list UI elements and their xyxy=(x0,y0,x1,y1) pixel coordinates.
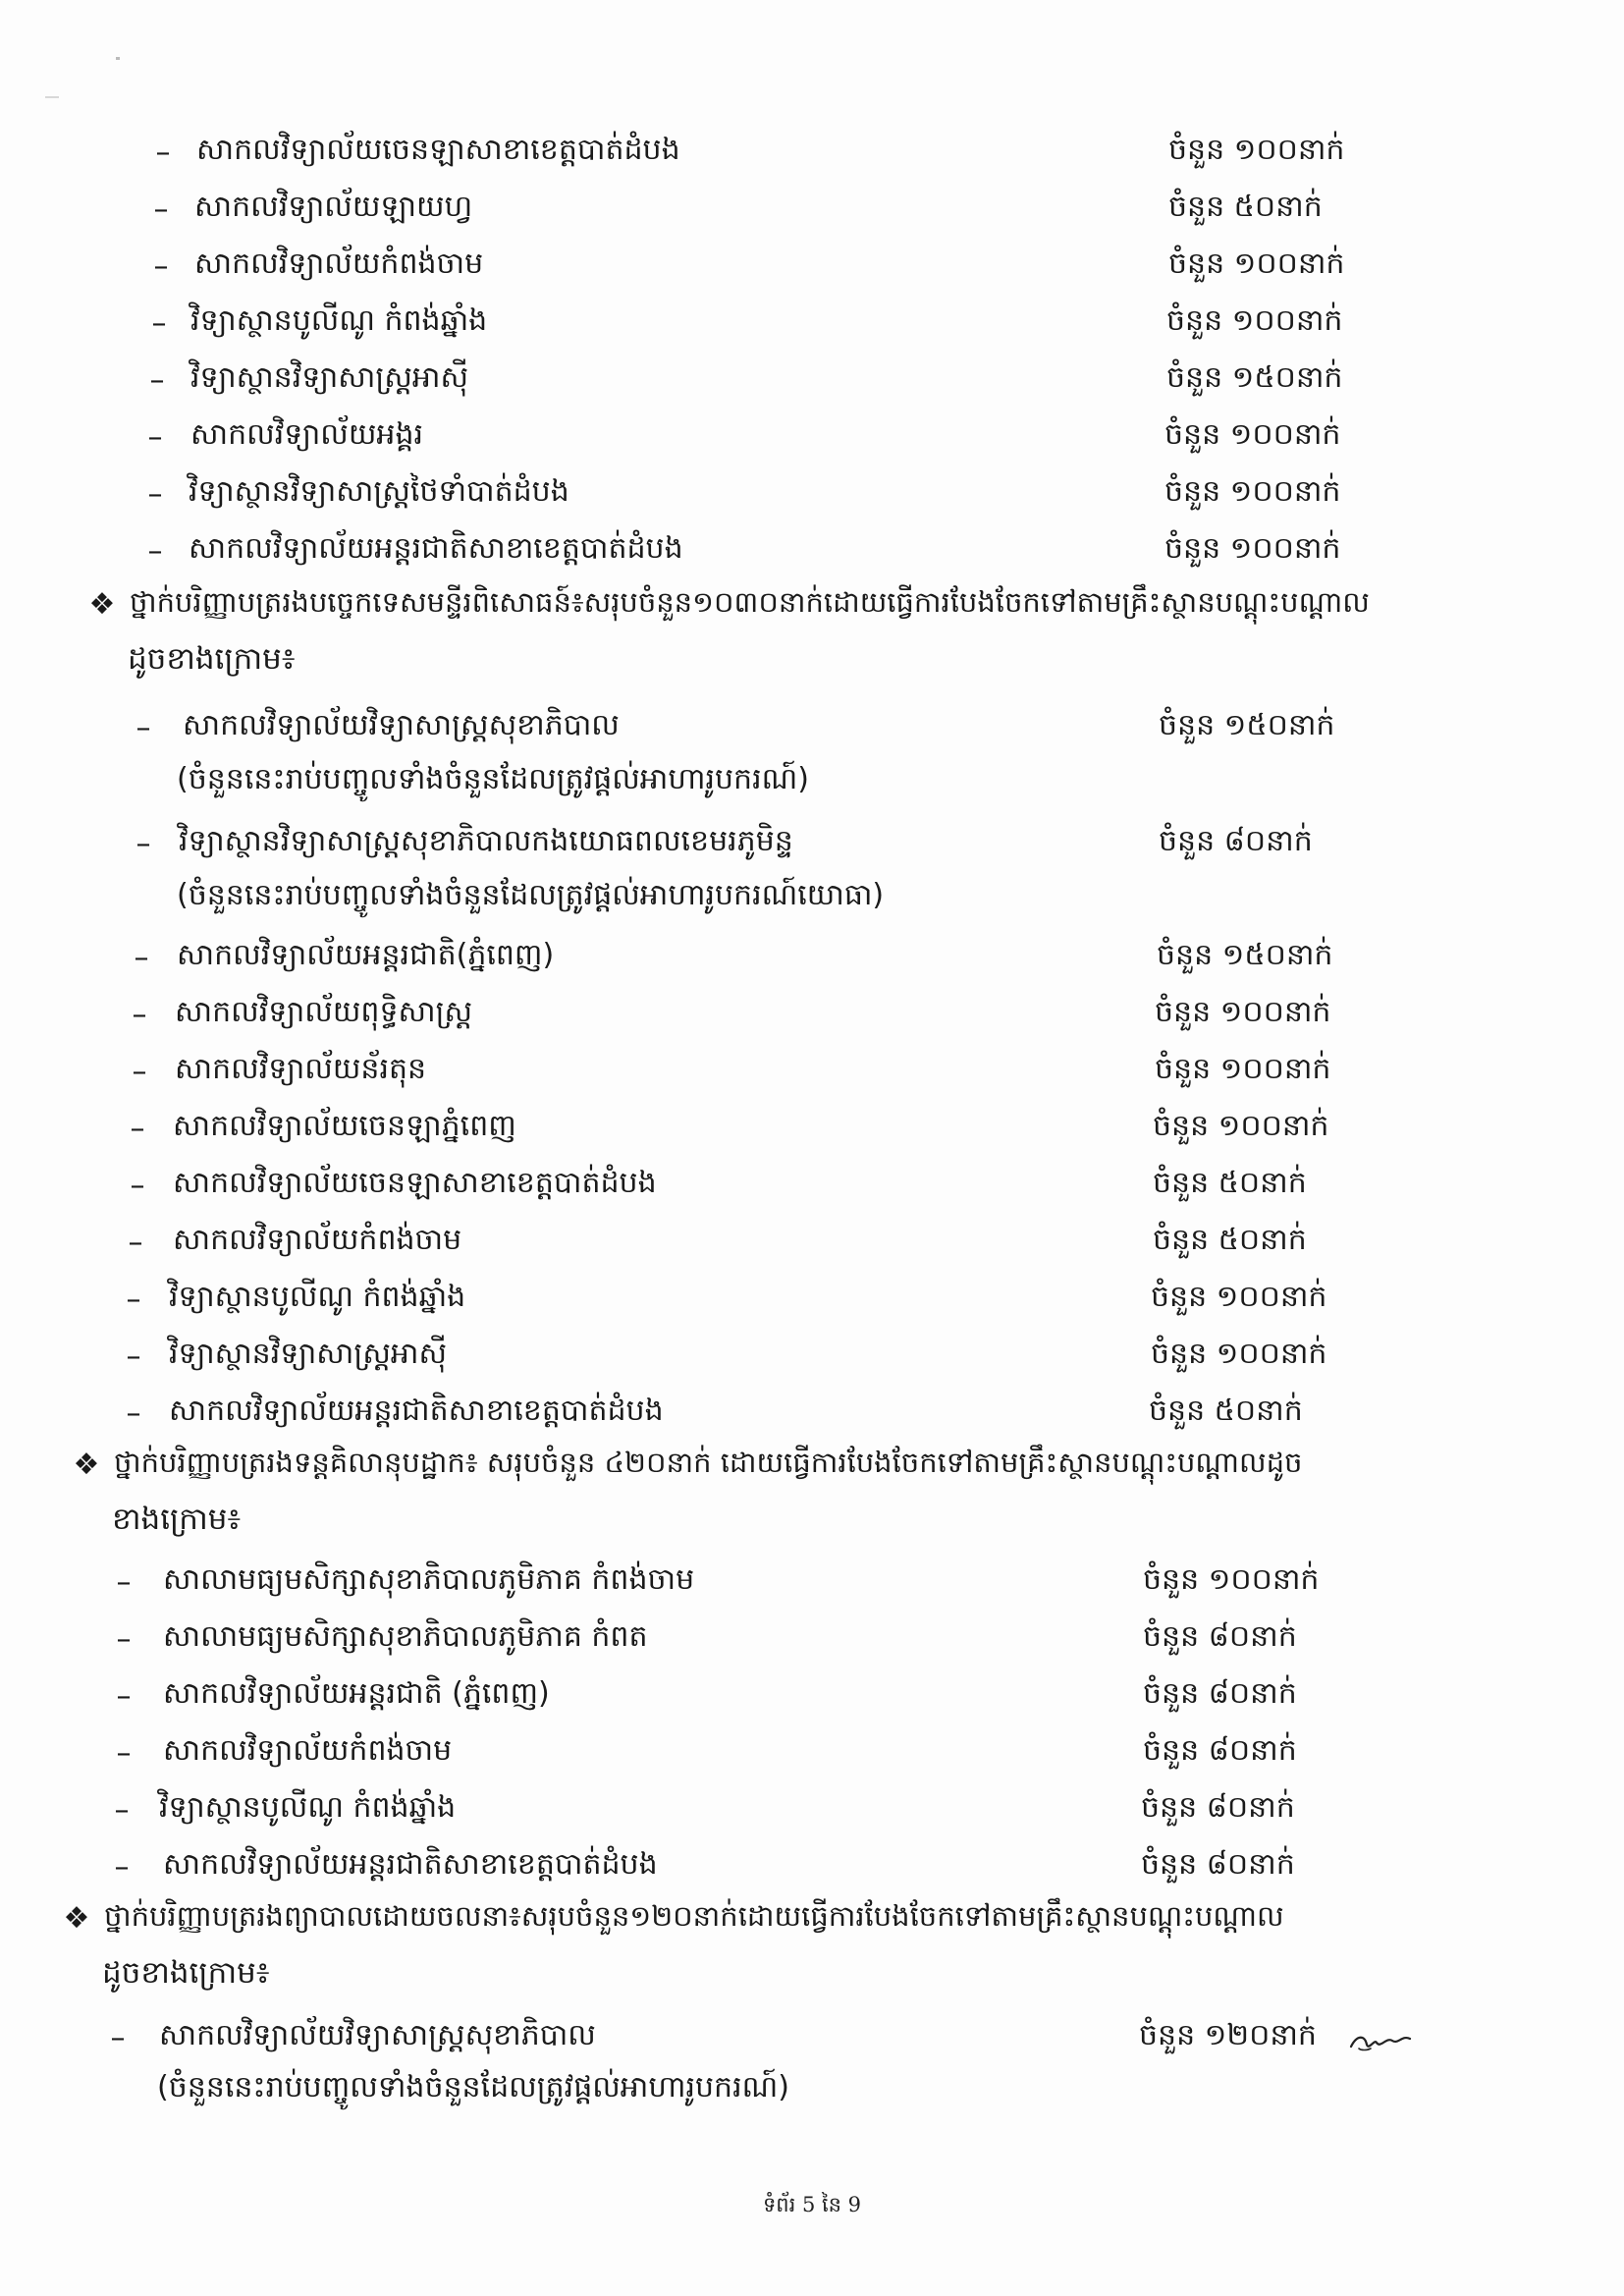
list-item xyxy=(0,929,1624,986)
dash-marker: – xyxy=(132,997,147,1032)
list-item xyxy=(0,409,1624,465)
list-item xyxy=(0,181,1624,238)
dash-marker: – xyxy=(126,1395,141,1431)
institution-name: សាកលវិទ្យាល័យអន្តរជាតិសាខាខេត្តបាត់ដំបង xyxy=(163,1847,658,1882)
list-item xyxy=(0,522,1624,579)
dash-marker: – xyxy=(110,2020,126,2055)
institution-name: សាកលវិទ្យាល័យអន្តរជាតិសាខាខេត្តបាត់ដំបង xyxy=(189,531,683,566)
institution-name: សាលាមធ្យមសិក្សាសុខាភិបាលភូមិភាគ កំពង់ចាម xyxy=(163,1562,695,1597)
dash-marker: – xyxy=(134,940,149,975)
student-count: ចំនួន ១០០នាក់ xyxy=(1151,1337,1327,1371)
list-item xyxy=(0,1328,1624,1385)
dash-marker: – xyxy=(135,826,151,861)
diamond-bullet-icon: ❖ xyxy=(63,1901,90,1936)
dash-marker: – xyxy=(126,1339,141,1374)
section-heading: ថ្នាក់បរិញ្ញាបត្ររងព្យាបាលដោយចលនា៖សរុបចំនួន១២០នាក់ដោយធ្វើការបែងចែកទៅតាមគ្រឹះស្ថានបណ្តុះបណ្តាល xyxy=(104,1899,1284,1933)
dash-marker: – xyxy=(135,710,151,745)
dash-marker: – xyxy=(116,1564,132,1600)
list-item xyxy=(0,465,1624,522)
institution-name: សាកលវិទ្យាល័យអង្គរ xyxy=(190,417,424,452)
institution-name: វិទ្យាស្ថានបូលីណូ កំពង់ឆ្នាំង xyxy=(190,303,488,338)
institution-name: សាកលវិទ្យាល័យកំពង់ចាម xyxy=(173,1223,462,1257)
student-count: ចំនួន ១០០នាក់ xyxy=(1164,531,1341,566)
list-item xyxy=(0,1214,1624,1271)
student-count: ចំនួន ១០០នាក់ xyxy=(1168,246,1345,281)
list-item xyxy=(0,352,1624,409)
institution-name: សាកលវិទ្យាល័យចេនឡាភ្នំពេញ xyxy=(173,1109,516,1143)
list-item xyxy=(0,1157,1624,1214)
dash-marker: – xyxy=(151,305,167,341)
list-item xyxy=(0,238,1624,295)
student-count: ចំនួន ១២០នាក់ xyxy=(1139,2018,1317,2052)
list-item xyxy=(0,1385,1624,1442)
institution-name: វិទ្យាស្ថានបូលីណូ កំពង់ឆ្នាំង xyxy=(169,1280,466,1314)
institution-name: សាលាមធ្យមសិក្សាសុខាភិបាលភូមិភាគ កំពត xyxy=(163,1619,648,1654)
institution-name: សាកលវិទ្យាល័យចេនឡាសាខាខេត្តបាត់ដំបង xyxy=(196,133,680,167)
scan-speck xyxy=(45,96,59,98)
dash-marker: – xyxy=(128,1225,143,1260)
list-item xyxy=(0,1781,1624,1838)
dash-marker: – xyxy=(147,533,163,569)
list-item-note: (ចំនួននេះរាប់បញ្ចូលទាំងចំនួនដែលត្រូវផ្តល់អាហារូបករណ៍យោធា) xyxy=(177,878,885,912)
section-heading-continued: ខាងក្រោម៖ xyxy=(112,1502,242,1537)
dash-marker: – xyxy=(116,1678,132,1714)
student-count: ចំនួន ១០០នាក់ xyxy=(1155,1052,1331,1086)
list-item xyxy=(0,699,1624,756)
list-item xyxy=(0,1611,1624,1667)
institution-name: សាកលវិទ្យាល័យវិទ្យាសាស្ត្រសុខាភិបាល xyxy=(159,2018,596,2052)
institution-name: សាកលវិទ្យាល័យអន្តរជាតិសាខាខេត្តបាត់ដំបង xyxy=(169,1394,664,1428)
student-count: ចំនួន ១០០នាក់ xyxy=(1164,417,1341,452)
student-count: ចំនួន ១០០នាក់ xyxy=(1153,1109,1329,1143)
student-count: ចំនួន ១០០នាក់ xyxy=(1164,474,1341,509)
student-count: ចំនួន ១៥០នាក់ xyxy=(1157,938,1333,972)
page-number: ទំព័រ 5 នៃ 9 xyxy=(762,2193,862,2216)
dash-marker: – xyxy=(147,419,163,455)
dash-marker: – xyxy=(130,1168,145,1203)
student-count: ចំនួន ១០០នាក់ xyxy=(1168,133,1345,167)
list-item xyxy=(0,986,1624,1043)
handwritten-initials-mark xyxy=(1347,2025,1416,2054)
dash-marker: – xyxy=(116,1735,132,1771)
dash-marker: – xyxy=(155,135,171,170)
institution-name: សាកលវិទ្យាល័យពុទ្ធិសាស្ត្រ xyxy=(175,995,473,1029)
dash-marker: – xyxy=(126,1282,141,1317)
list-item-note: (ចំនួននេះរាប់បញ្ចូលទាំងចំនួនដែលត្រូវផ្តល់អាហារូបករណ៍) xyxy=(177,762,809,796)
institution-name: សាកលវិទ្យាល័យកំពង់ចាម xyxy=(163,1733,453,1768)
list-item xyxy=(0,1724,1624,1781)
section-heading: ថ្នាក់បរិញ្ញាបត្ររងបច្ចេកទេសមន្ទីរពិសោធន៍៖សរុបចំនួន១០៣០នាក់ដោយធ្វើការបែងចែកទៅតាមគ្រឹះស្ថានបណ្តុះបណ្តាល xyxy=(130,585,1370,619)
dash-marker: – xyxy=(130,1111,145,1146)
diamond-bullet-icon: ❖ xyxy=(88,587,116,622)
student-count: ចំនួន ១៥០នាក់ xyxy=(1159,708,1335,742)
diamond-bullet-icon: ❖ xyxy=(73,1448,100,1482)
student-count: ចំនួន ៨០នាក់ xyxy=(1143,1619,1297,1654)
list-item xyxy=(0,124,1624,181)
institution-name: វិទ្យាស្ថានវិទ្យាសាស្ត្រអាស៊ី xyxy=(169,1337,448,1371)
list-item xyxy=(0,1667,1624,1724)
section-heading-continued: ដូចខាងក្រោម៖ xyxy=(102,1955,270,1991)
student-count: ចំនួន ៥០នាក់ xyxy=(1149,1394,1303,1428)
student-count: ចំនួន ១០០នាក់ xyxy=(1155,995,1331,1029)
dash-marker: – xyxy=(147,476,163,512)
student-count: ចំនួន ៨០នាក់ xyxy=(1141,1847,1295,1882)
scan-speck xyxy=(116,57,120,60)
dash-marker: – xyxy=(114,1849,130,1885)
institution-name: សាកលវិទ្យាល័យអន្តរជាតិ(ភ្នំពេញ) xyxy=(177,938,555,972)
list-item xyxy=(0,295,1624,352)
institution-name: វិទ្យាស្ថានវិទ្យាសាស្ត្រសុខាភិបាលកងយោធពលខេមរភូមិន្ទ xyxy=(179,824,793,858)
student-count: ចំនួន ១០០នាក់ xyxy=(1151,1280,1327,1314)
list-item-note: (ចំនួននេះរាប់បញ្ចូលទាំងចំនួនដែលត្រូវផ្តល់អាហារូបករណ៍) xyxy=(157,2070,789,2105)
student-count: ចំនួន ៨០នាក់ xyxy=(1143,1676,1297,1711)
dash-marker: – xyxy=(132,1054,147,1089)
student-count: ចំនួន ១៥០នាក់ xyxy=(1166,360,1343,395)
section-heading: ថ្នាក់បរិញ្ញាបត្ររងទន្តគិលានុបដ្ឋាក៖ សរុបចំនួន ៤២០នាក់ ដោយធ្វើការបែងចែកទៅតាមគ្រឹះស្ថានបណ្តុះបណ្តាលដូច xyxy=(114,1446,1303,1479)
institution-name: សាកលវិទ្យាល័យឡាយហ្វ xyxy=(194,190,473,224)
institution-name: សាកលវិទ្យាល័យអន្តរជាតិ (ភ្នំពេញ) xyxy=(163,1676,550,1711)
student-count: ចំនួន ៨០នាក់ xyxy=(1141,1790,1295,1825)
dash-marker: – xyxy=(153,248,169,284)
student-count: ចំនួន ៥០នាក់ xyxy=(1168,190,1323,224)
list-item xyxy=(0,1271,1624,1328)
section-heading-continued: ដូចខាងក្រោម៖ xyxy=(128,641,296,677)
list-item xyxy=(0,815,1624,872)
institution-name: សាកលវិទ្យាល័យចេនឡាសាខាខេត្តបាត់ដំបង xyxy=(173,1166,657,1200)
list-item xyxy=(0,1043,1624,1100)
list-item xyxy=(0,1838,1624,1895)
list-item xyxy=(0,1100,1624,1157)
student-count: ចំនួន ៨០នាក់ xyxy=(1159,824,1313,858)
dash-marker: – xyxy=(116,1621,132,1657)
list-item xyxy=(0,1554,1624,1611)
institution-name: វិទ្យាស្ថានវិទ្យាសាស្ត្រអាស៊ី xyxy=(190,360,469,395)
dash-marker: – xyxy=(153,191,169,227)
institution-name: សាកលវិទ្យាល័យន័រតុន xyxy=(175,1052,427,1086)
institution-name: សាកលវិទ្យាល័យកំពង់ចាម xyxy=(194,246,484,281)
institution-name: វិទ្យាស្ថានបូលីណូ កំពង់ឆ្នាំង xyxy=(159,1790,457,1825)
student-count: ចំនួន ៥០នាក់ xyxy=(1153,1166,1307,1200)
institution-name: សាកលវិទ្យាល័យវិទ្យាសាស្ត្រសុខាភិបាល xyxy=(183,708,620,742)
dash-marker: – xyxy=(149,362,165,398)
student-count: ចំនួន ១០០នាក់ xyxy=(1166,303,1343,338)
student-count: ចំនួន ៨០នាក់ xyxy=(1143,1733,1297,1768)
student-count: ចំនួន ១០០នាក់ xyxy=(1143,1562,1320,1597)
institution-name: វិទ្យាស្ថានវិទ្យាសាស្ត្រថៃទាំបាត់ដំបង xyxy=(189,474,569,509)
dash-marker: – xyxy=(114,1792,130,1828)
student-count: ចំនួន ៥០នាក់ xyxy=(1153,1223,1307,1257)
